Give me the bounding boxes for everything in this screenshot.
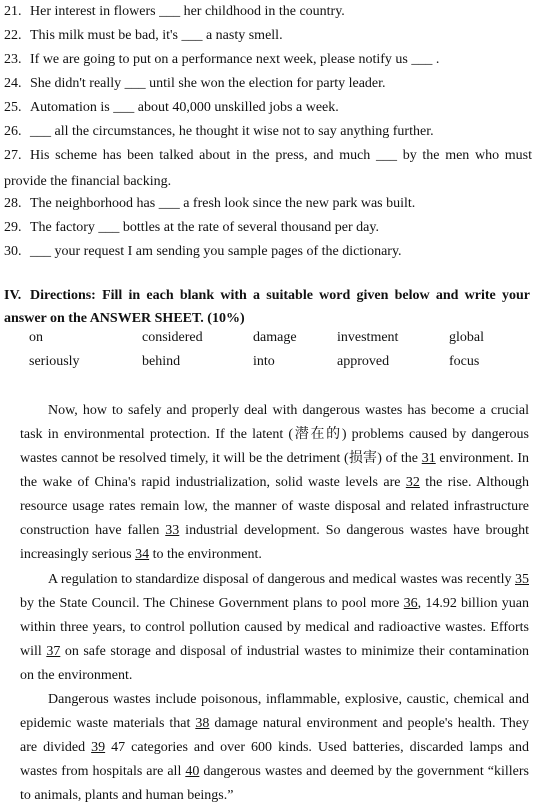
answer-blank: ___ — [411, 52, 433, 67]
question-number: 30. — [4, 244, 22, 259]
question-26 — [4, 124, 532, 140]
question-text: This milk must be bad, it's — [30, 28, 178, 43]
word-bank-word: investment — [337, 330, 399, 345]
blank-number: 31 — [421, 451, 436, 466]
passage-paragraph-1: Now, how to safely and properly deal with dangerous wastes has become a crucial task in environmental protection. If the latent (潜在的) problems caused by dangerous wastes cannot be resolved timely, it will be the detriment (损害) of the 31 environment. In the wake of China's rapid industrialization, solid waste levels are 32 the rise. Although resource usage rates remain low, the manner of waste disposal and related infrastructure construction have fallen 33 industrial development. So dangerous wastes have brought increasingly serious 34 to the environment. — [20, 403, 530, 562]
question-text: The neighborhood has — [30, 196, 156, 211]
question-22 — [4, 28, 532, 44]
passage-paragraph-2: A regulation to standardize disposal of dangerous and medical wastes was recently 35 by the State Council. The Chinese Government plans to pool more 36, 14.92 billion yuan within three years, to control pollution caused by medical and radioactive wastes. Efforts will 37 on safe storage and disposal of industrial wastes to minimize their contamination on the environment. — [20, 572, 530, 683]
blank-number: 38 — [195, 716, 210, 731]
answer-blank: ___ — [113, 100, 135, 115]
answer-blank: ___ — [158, 196, 180, 211]
question-text: If we are going to put on a performance next week, please notify us — [30, 52, 408, 67]
question-28 — [4, 196, 532, 212]
question-number: 28. — [4, 196, 22, 211]
word-bank-word: on — [29, 330, 43, 345]
blank-number: 36 — [403, 596, 418, 611]
question-number: 25. — [4, 100, 22, 115]
question-text: The factory — [30, 220, 95, 235]
answer-blank: ___ — [159, 4, 181, 19]
question-number: 23. — [4, 52, 22, 67]
question-30 — [4, 244, 532, 260]
word-bank-word: approved — [337, 354, 390, 369]
answer-blank: ___ — [30, 124, 51, 139]
question-text: about 40,000 unskilled jobs a week. — [137, 100, 339, 115]
word-bank-word: damage — [253, 330, 297, 345]
question-24 — [4, 76, 532, 92]
question-29 — [4, 220, 532, 236]
question-number: 21. — [4, 4, 22, 19]
answer-blank: ___ — [181, 28, 203, 43]
question-number: 24. — [4, 76, 22, 91]
question-text: all the circumstances, he thought it wise not to say anything further. — [54, 124, 434, 139]
answer-blank: ___ — [124, 76, 146, 91]
word-bank-word: behind — [142, 354, 181, 369]
question-text: by the men who must — [402, 148, 533, 163]
word-bank-word: seriously — [29, 354, 80, 369]
question-number: 29. — [4, 220, 22, 235]
question-text: . — [435, 52, 440, 67]
blank-number: 40 — [185, 764, 200, 779]
answer-blank: ___ — [30, 244, 51, 259]
answer-blank: ___ — [98, 220, 120, 235]
question-27-continuation: provide the financial backing. — [4, 174, 172, 189]
section-directions: Directions: Fill in each blank with a suitable word given below and write your answer on the ANSWER SHEET. (10%) — [4, 288, 530, 326]
passage-paragraph-3: Dangerous wastes include poisonous, inflammable, explosive, caustic, chemical and epidemic waste materials that 38 damage natural environment and people's health. They are divided 39 47 categories and over 600 kinds. Used batteries, discarded lamps and wastes from hospitals are all 40 dangerous wastes and deemed by the government “killers to animals, plants and human beings.” — [20, 692, 529, 803]
question-23 — [4, 52, 532, 68]
question-text: Her interest in flowers — [30, 4, 156, 19]
word-bank-row — [29, 330, 509, 354]
question-text: His scheme has been talked about in the press, and much — [30, 148, 371, 163]
question-text: her childhood in the country. — [183, 4, 345, 19]
question-21 — [4, 4, 532, 20]
question-text: Automation is — [30, 100, 110, 115]
word-bank — [29, 330, 509, 378]
question-text: a nasty smell. — [205, 28, 283, 43]
word-bank-word: considered — [142, 330, 203, 345]
answer-blank: ___ — [376, 148, 398, 163]
word-bank-word: into — [253, 354, 275, 369]
blank-number: 32 — [405, 475, 420, 490]
question-number: 26. — [4, 124, 22, 139]
word-bank-word: global — [449, 330, 484, 345]
blank-number: 37 — [46, 644, 61, 659]
question-text: until she won the election for party leader. — [149, 76, 386, 91]
section-number: IV. — [4, 288, 22, 303]
section-heading — [4, 284, 530, 330]
question-25 — [4, 100, 532, 116]
word-bank-word: focus — [449, 354, 480, 369]
blank-number: 33 — [165, 523, 180, 538]
question-27 — [4, 148, 532, 164]
question-text: your request I am sending you sample pages of the dictionary. — [54, 244, 402, 259]
blank-number: 35 — [515, 572, 529, 587]
word-bank-row — [29, 354, 509, 378]
question-number: 27. — [4, 148, 22, 163]
blank-number: 39 — [91, 740, 106, 755]
blank-number: 34 — [135, 547, 150, 562]
question-text: She didn't really — [30, 76, 122, 91]
question-number: 22. — [4, 28, 22, 43]
question-text: bottles at the rate of several thousand per day. — [122, 220, 379, 235]
question-text: a fresh look since the new park was built. — [183, 196, 416, 211]
